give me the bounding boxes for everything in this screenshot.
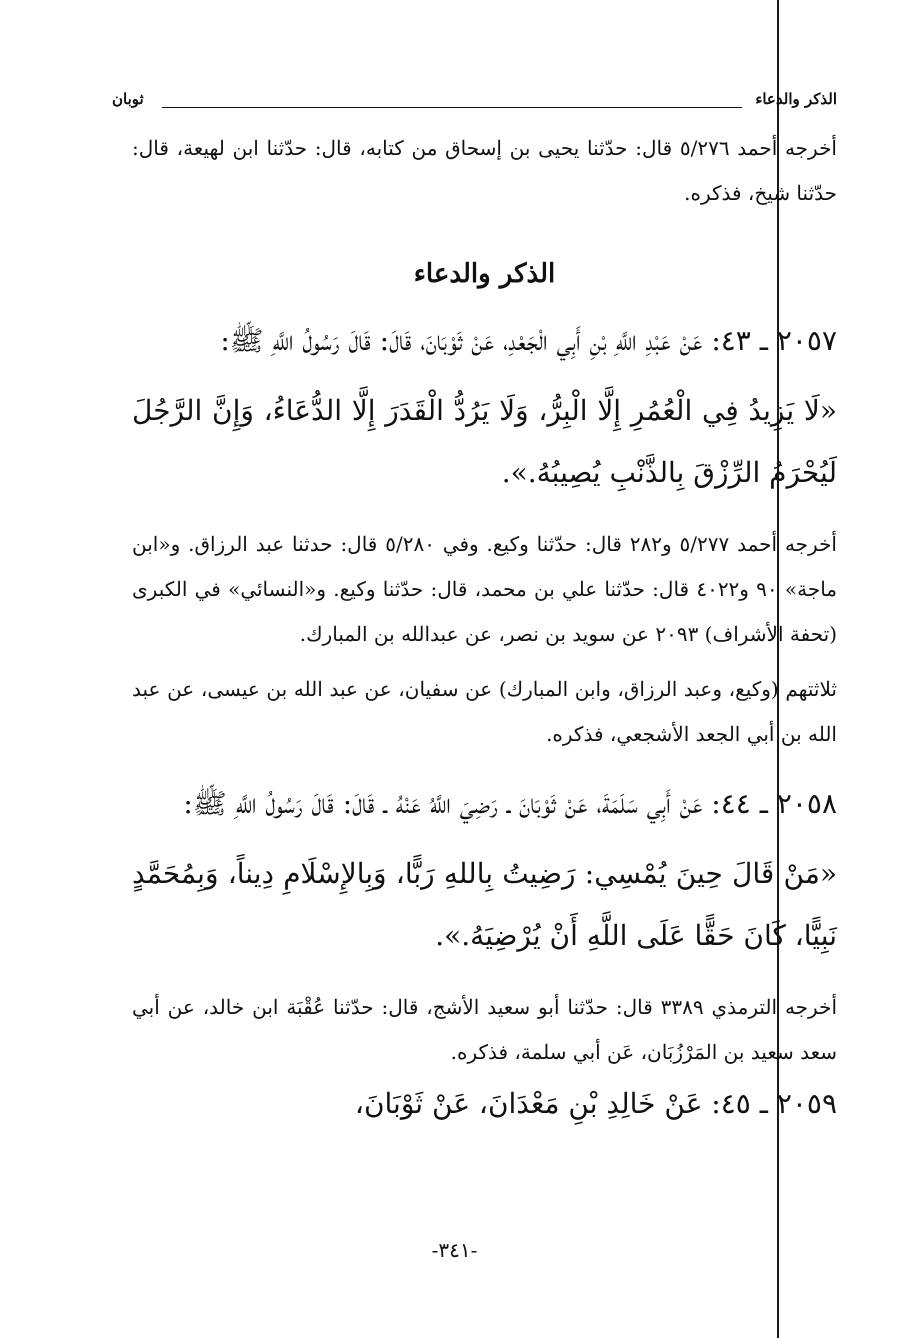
page-number: -٣٤١- (431, 1238, 478, 1262)
header-rule (162, 107, 742, 108)
reference-paragraph: أخرجه الترمذي ٣٣٨٩ قال: حدّثنا أبو سعيد الأشج، قال: حدّثنا عُقْبَة ابن خالد، عن أبي سعد سعيد بن المَرْزُبَان، عَن أبي سلمة، فذكره. (132, 995, 838, 1064)
hadith-isnad: ٢٠٥٩ ـ ٤٥: عَنْ خَالِدِ بْنِ مَعْدَانَ، عَنْ ثَوْبَانَ، (354, 1087, 837, 1120)
reference-paragraph: أخرجه أحمد ٥/٢٧٧ و٢٨٢ قال: حدّثنا وكيع. وفي ٥/٢٨٠ قال: حدثنا عبد الرزاق. و«ابن ماجة» ٩٠ و٤٠٢٢ قال: حدّثنا علي بن محمد، قال: حدّثنا وكيع. و«النسائي» في الكبرى (تحفة الأشراف) ٢٠٩٣ عن سويد بن نصر، عن عبدالله بن المبارك. (132, 532, 837, 646)
hadith-text: «مَنْ قَالَ حِينَ يُمْسِي: رَضِيتُ بِاللهِ رَبًّا، وَبِالإِسْلَامِ دِيناً، وَبِمُحَمَّدٍ نَبِيًّا، كَانَ حَقًّا عَلَى اللَّهِ أَنْ يُرْضِيَهُ.». (132, 857, 837, 952)
hadith-isnad: ٢٠٥٧ ـ ٤٣: عَنْ عَبْدِ اللَّهِ بْنِ أَبِي الْجَعْدِ، عَنْ ثَوْبَانَ، قَالَ: قَالَ رَسُولُ اللَّهِ ﷺ: (220, 324, 837, 357)
page-body (132, 126, 837, 1133)
reference-paragraph: أخرجه أحمد ٥/٢٧٦ قال: حدّثنا يحيى بن إسحاق من كتابه، قال: حدّثنا ابن لهيعة، قال: حدّثنا شيخ، فذكره. (132, 136, 837, 205)
running-header (112, 90, 837, 116)
header-companion-name: ثوبان (112, 90, 144, 108)
header-section-title: الذكر والدعاء (755, 90, 837, 108)
reference-paragraph: ثلاثتهم (وكيع، وعبد الرزاق، وابن المبارك) عن سفيان، عن عبد الله بن عيسى، عن عبد الله بن أبي الجعد الأشجعي، فذكره. (132, 677, 837, 746)
hadith-text: «لَا يَزِيدُ فِي الْعُمُرِ إِلَّا الْبِرُّ، وَلَا يَرُدُّ الْقَدَرَ إِلَّا الدُّعَاءُ، وَإِنَّ الرَّجُلَ لَيُحْرَمُ الرِّزْقَ بِالذَّنْبِ يُصِيبُهُ.». (132, 394, 837, 489)
chapter-title: الذكر والدعاء (413, 259, 556, 289)
hadith-isnad: ٢٠٥٨ ـ ٤٤: عَنْ أَبِي سَلَمَةَ، عَنْ ثَوْبَانَ ـ رَضِيَ اللَّهُ عَنْهُ ـ قَالَ: قَالَ رَسُولُ اللَّهِ ﷺ: (183, 787, 837, 820)
